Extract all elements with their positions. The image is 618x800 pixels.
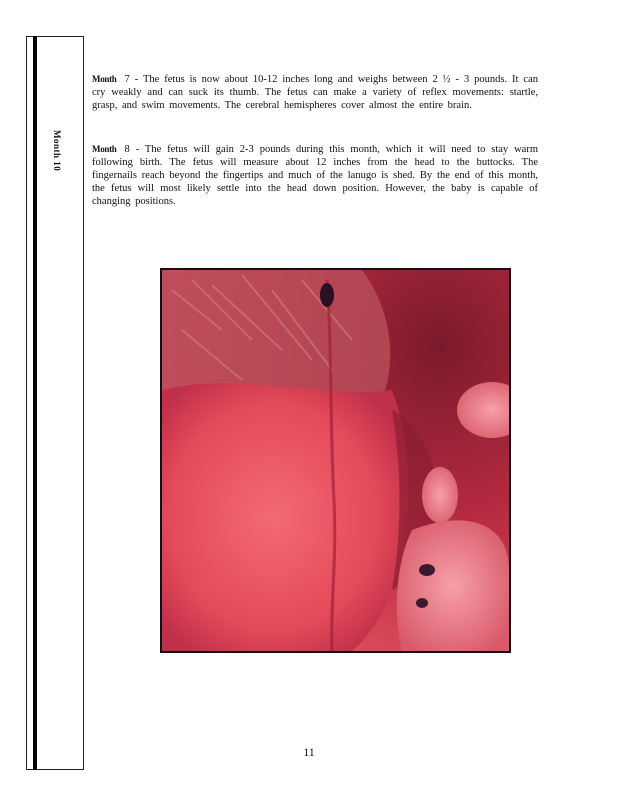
- month-7-paragraph: [92, 73, 538, 112]
- fetus-photo-illustration: [162, 270, 509, 651]
- page-number: 11: [303, 745, 315, 759]
- month-8-label: Month: [92, 144, 117, 154]
- fetus-photo: [160, 268, 511, 653]
- month-8-text: 8 - The fetus will gain 2-3 pounds during this month, which it will need to stay warm following birth. The fetus will measure about 12 inches from the head to the buttocks. The fingernails reach beyond the fingertips and much of the lanugo is shed. By the end of this month, the fetus will most likely settle into the head down position. However, the baby is capable of changing positions.: [92, 144, 538, 207]
- month-7-label: Month: [92, 74, 117, 84]
- sidebar-month-label: Month 10: [52, 130, 62, 172]
- sidebar-rule: [33, 36, 37, 770]
- month-7-text: 7 - The fetus is now about 10-12 inches long and weighs between 2 ½ - 3 pounds. It can cry weakly and can suck its thumb. The fetus can make a variety of reflex movements: startle, grasp, and swim movements. The cerebral hemispheres cover almost the entire brain.: [92, 74, 538, 111]
- month-8-paragraph: [92, 143, 538, 208]
